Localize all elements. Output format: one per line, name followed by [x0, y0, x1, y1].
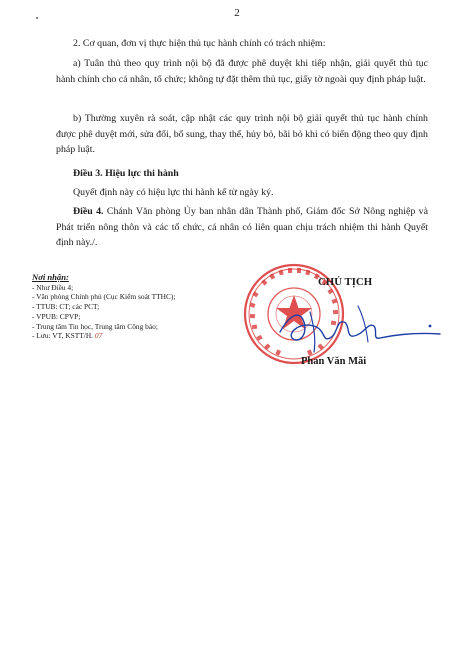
item-a-paragraph: a) Tuân thủ theo quy trình nội bộ đã được phê duyệt khi tiếp nhận, giải quyết thủ tục hành chính cho cá nhân, tổ chức; không tự đặt thêm thủ tục, giấy tờ ngoài quy định pháp luật. — [56, 58, 428, 85]
handwritten-count: 07 — [94, 331, 103, 341]
recipient-item: - VPUB: CPVP; — [32, 311, 81, 321]
article-3-heading: Điều 3. Hiệu lực thi hành — [73, 168, 179, 179]
recipient-item: - Như Điều 4; — [32, 282, 74, 292]
recipient-item: - TTUB: CT; các PCT; — [32, 302, 100, 312]
recipients-block — [32, 273, 242, 341]
item-2-paragraph: 2. Cơ quan, đơn vị thực hiện thủ tục hành chính có trách nhiệm: — [73, 38, 326, 49]
article-4-label: Điều 4. — [73, 206, 104, 217]
signer-name: Phan Văn Mãi — [301, 356, 367, 367]
recipients-title: Nơi nhận: — [32, 272, 69, 282]
recipient-item: - Trung tâm Tin học, Trung tâm Công báo; — [32, 321, 158, 331]
recipient-archive-label: - Lưu: VT, KSTT/H. — [32, 331, 94, 341]
article-3-text: Quyết định này có hiệu lực thi hành kể từ ngày ký. — [73, 187, 274, 198]
page-number: 2 — [234, 7, 240, 19]
signer-role: CHỦ TỊCH — [318, 276, 373, 288]
handwritten-signature — [270, 292, 445, 362]
article-4-text: Chánh Văn phòng Ủy ban nhân dân Thành phố, Giám đốc Sở Nông nghiệp và Phát triển nông thôn và các tổ chức, cá nhân có liên quan chịu trách nhiệm thi hành Quyết định này./. — [56, 206, 429, 249]
item-b-paragraph: b) Thường xuyên rà soát, cập nhật các quy trình nội bộ giải quyết thủ tục hành chính được phê duyệt mới, sửa đổi, bổ sung, thay thế, hủy bỏ, bãi bỏ khi có biến động theo quy định pháp luật. — [56, 113, 428, 156]
article-4-paragraph — [56, 204, 428, 251]
recipient-item: - Văn phòng Chính phủ (Cục Kiểm soát TTHC); — [32, 292, 176, 302]
recipient-item — [32, 331, 242, 341]
